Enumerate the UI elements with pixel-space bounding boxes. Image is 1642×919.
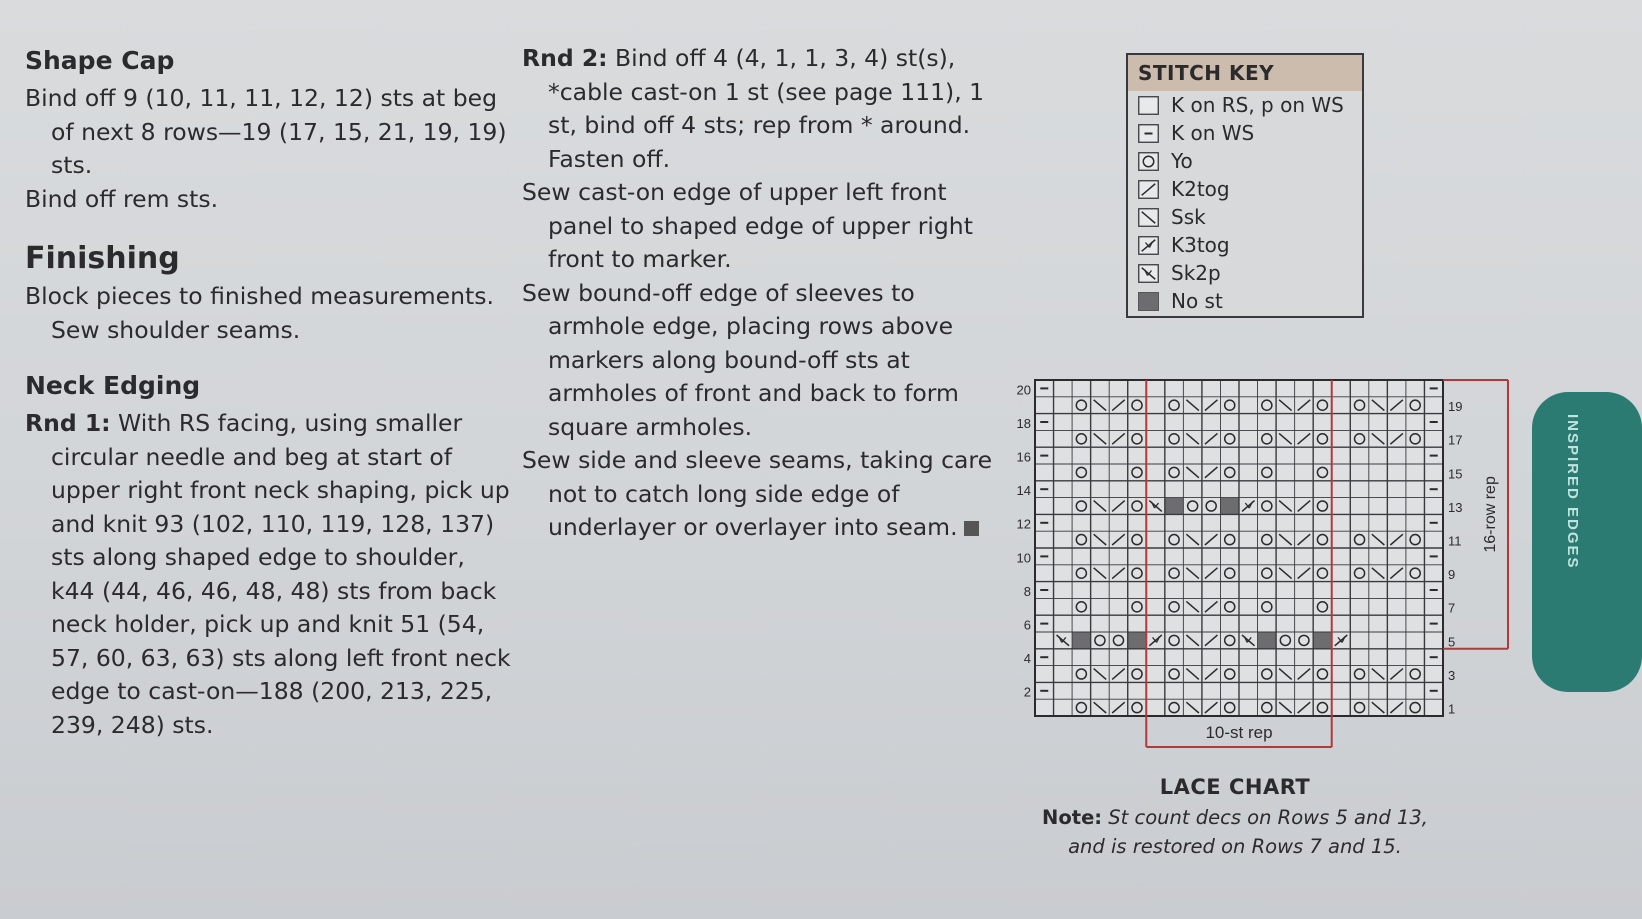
stitch-key-label: K3tog bbox=[1171, 233, 1230, 257]
chart-cell bbox=[1220, 498, 1239, 515]
chart-cell bbox=[1258, 632, 1277, 649]
chart-grid bbox=[1035, 380, 1443, 716]
row-number-left: 20 bbox=[1016, 382, 1031, 398]
sew-cast-on-text: Sew cast-on edge of upper left front panel to shaped edge of upper right front to marker. bbox=[522, 178, 973, 273]
sk2p-icon bbox=[1138, 264, 1159, 283]
end-square-icon bbox=[964, 521, 979, 536]
filled-square-icon bbox=[1138, 292, 1159, 311]
k3tog-icon bbox=[1138, 236, 1159, 255]
row-number-left: 12 bbox=[1016, 516, 1031, 532]
stitch-key-label: K on RS, p on WS bbox=[1171, 93, 1344, 117]
rnd2-label: Rnd 2: bbox=[522, 44, 608, 72]
row-number-left: 6 bbox=[1023, 617, 1031, 633]
stitch-key-item bbox=[1128, 259, 1362, 287]
stitch-key-item bbox=[1128, 231, 1362, 259]
note-text: St count decs on Rows 5 and 13, and is restored on Rows 7 and 15. bbox=[1068, 806, 1428, 858]
rnd1-label: Rnd 1: bbox=[25, 409, 111, 437]
stitch-key-label: Yo bbox=[1171, 149, 1193, 173]
row-number-left: 16 bbox=[1016, 449, 1031, 465]
left-column bbox=[25, 44, 515, 742]
empty-square-icon bbox=[1138, 96, 1159, 115]
stitch-key-label: No st bbox=[1171, 289, 1223, 313]
stitch-key-item bbox=[1128, 287, 1362, 315]
middle-column bbox=[522, 42, 1002, 545]
stitch-key-label: K on WS bbox=[1171, 121, 1255, 145]
chart-cell bbox=[1128, 632, 1147, 649]
chart-cell bbox=[1165, 498, 1184, 515]
stitch-key-item bbox=[1128, 119, 1362, 147]
rnd1-text: With RS facing, using smaller circular needle and beg at start of upper right front neck shaping, pick up and knit 93 (102, 110, 119, 128, 137) sts along shaped edge to shoulder, k44 (44, 46, 46, 48, 48) sts from back neck holder, pick up and knit 51 (54, 57, 60, 63, 63) sts along left front neck edge to cast-on—188 (200, 213, 225, 239, 248) sts. bbox=[51, 409, 511, 739]
row-rep-label: 16-row rep bbox=[1482, 476, 1499, 553]
stitch-key-item bbox=[1128, 175, 1362, 203]
rnd1-paragraph bbox=[25, 407, 515, 742]
neck-edging-heading: Neck Edging bbox=[25, 371, 201, 400]
row-number-right: 15 bbox=[1448, 466, 1463, 482]
stitch-key-item bbox=[1128, 91, 1362, 119]
row-number-left: 2 bbox=[1023, 684, 1031, 700]
finishing-heading: Finishing bbox=[25, 241, 180, 276]
stitch-key-item bbox=[1128, 147, 1362, 175]
row-number-right: 13 bbox=[1448, 499, 1463, 515]
lace-chart-note bbox=[1025, 803, 1445, 861]
row-number-left: 18 bbox=[1016, 415, 1031, 431]
rnd2-text: Bind off 4 (4, 1, 1, 3, 4) st(s), *cable cast-on 1 st (see page 111), 1 st, bind off 4 sts; rep from * around. Fasten off. bbox=[548, 44, 985, 173]
side-tab-label bbox=[1553, 404, 1581, 674]
circle-icon bbox=[1138, 152, 1159, 171]
stitch-key-label: Ssk bbox=[1171, 205, 1206, 229]
shape-cap-text-2: Bind off rem sts. bbox=[25, 184, 219, 213]
stitch-rep-label: 10-st rep bbox=[1205, 723, 1273, 742]
row-number-right: 17 bbox=[1448, 432, 1463, 448]
row-number-left: 10 bbox=[1016, 550, 1031, 566]
row-number-right: 19 bbox=[1448, 399, 1463, 415]
lace-chart bbox=[1005, 372, 1515, 752]
row-number-right: 5 bbox=[1448, 634, 1456, 650]
rnd2-paragraph bbox=[522, 42, 1002, 176]
stitch-key-title: STITCH KEY bbox=[1128, 55, 1362, 91]
finishing-text: Block pieces to finished measurements. Sew shoulder seams. bbox=[25, 282, 494, 344]
stitch-key-label: K2tog bbox=[1171, 177, 1230, 201]
stitch-key-list bbox=[1128, 91, 1362, 315]
chart-cell bbox=[1313, 632, 1332, 649]
chart-cell bbox=[1072, 632, 1091, 649]
stitch-key bbox=[1126, 53, 1364, 318]
row-number-right: 3 bbox=[1448, 667, 1456, 683]
row-number-right: 1 bbox=[1448, 701, 1456, 717]
sew-bound-off-text: Sew bound-off edge of sleeves to armhole edge, placing rows above markers along bound-off sts at armholes of front and back to form square armholes. bbox=[522, 278, 959, 441]
sew-seams-paragraph bbox=[522, 444, 1002, 545]
lace-chart-title: LACE CHART bbox=[1159, 775, 1311, 799]
row-number-left: 14 bbox=[1016, 483, 1031, 499]
sew-seams-text: Sew side and sleeve seams, taking care not to catch long side edge of underlayer or overlayer into seam. bbox=[522, 446, 993, 541]
row-number-left: 4 bbox=[1023, 651, 1031, 667]
shape-cap-heading: Shape Cap bbox=[25, 46, 175, 75]
stitch-key-item bbox=[1128, 203, 1362, 231]
row-number-left: 8 bbox=[1023, 583, 1031, 599]
side-tab bbox=[1532, 392, 1642, 692]
stitch-key-label: Sk2p bbox=[1171, 261, 1221, 285]
shape-cap-text-1: Bind off 9 (10, 11, 11, 12, 12) sts at beg of next 8 rows—19 (17, 15, 21, 19, 19) sts. bbox=[25, 84, 507, 179]
dash-icon bbox=[1138, 124, 1159, 143]
row-number-right: 7 bbox=[1448, 600, 1456, 616]
row-number-right: 9 bbox=[1448, 567, 1456, 583]
slash-right-icon bbox=[1138, 180, 1159, 199]
note-label: Note: bbox=[1042, 806, 1103, 829]
slash-left-icon bbox=[1138, 208, 1159, 227]
row-number-right: 11 bbox=[1448, 533, 1462, 549]
svg-text:INSPIRED EDGES: INSPIRED EDGES bbox=[1564, 414, 1581, 570]
